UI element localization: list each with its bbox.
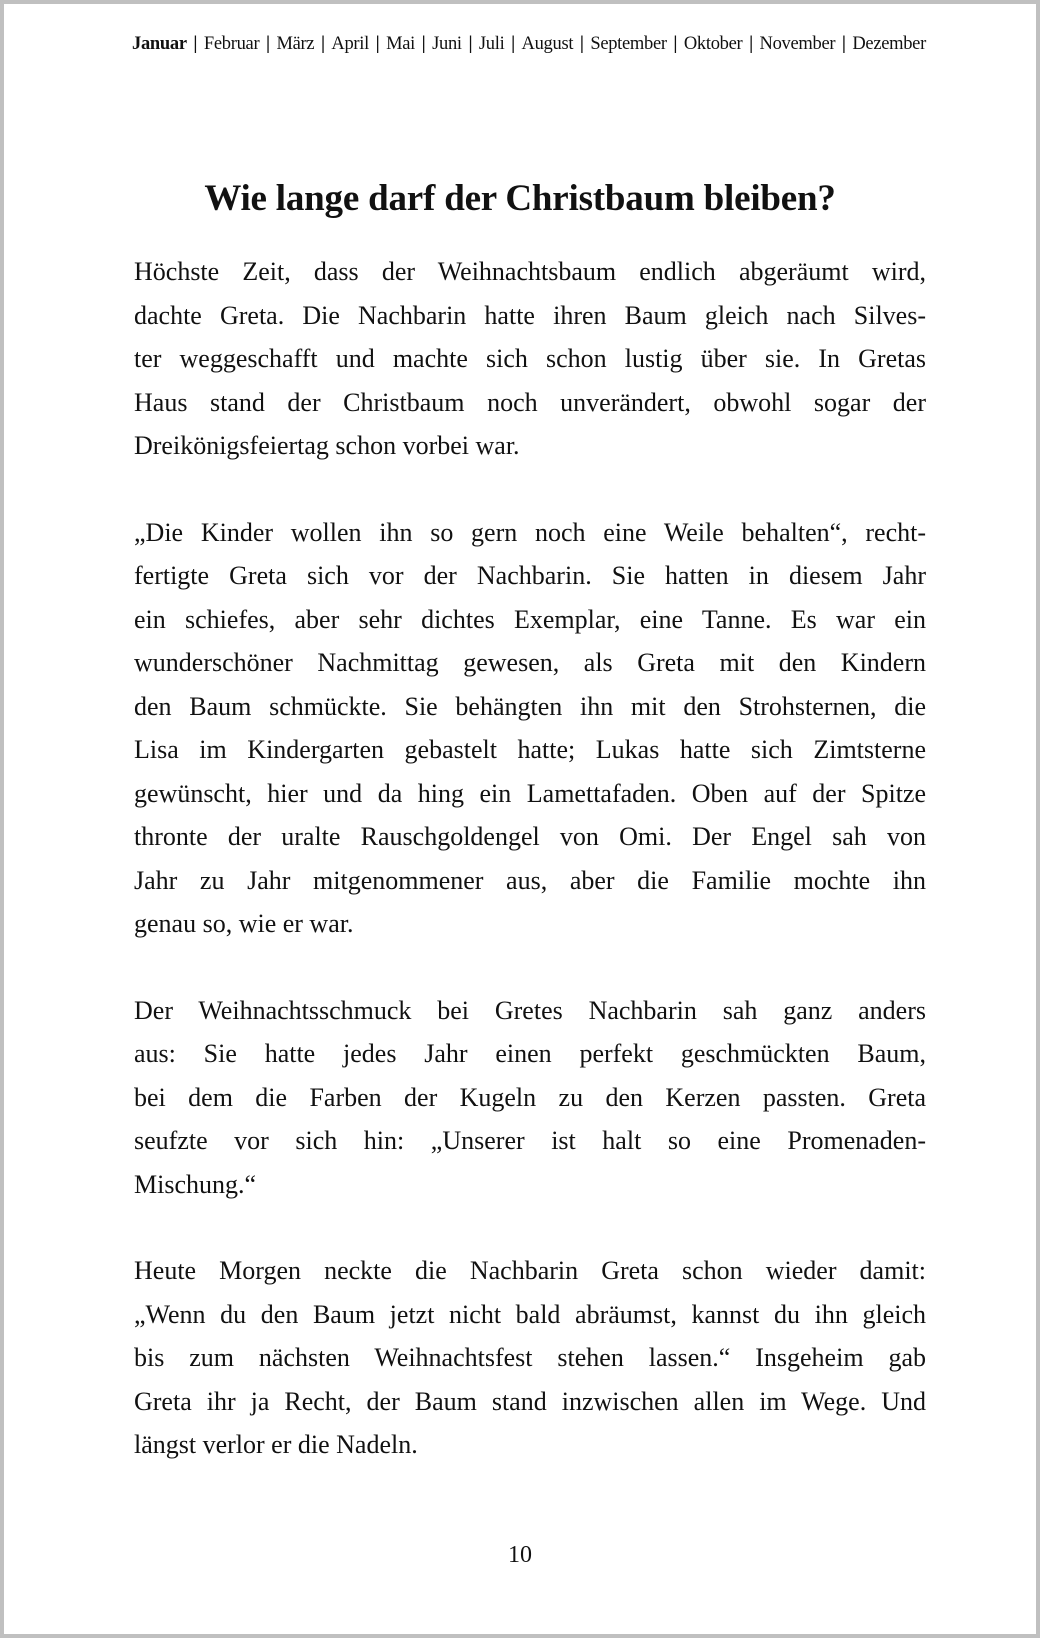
text-line: Mischung.“ bbox=[134, 1169, 257, 1199]
month-navigation bbox=[132, 34, 926, 55]
month-maerz[interactable]: März bbox=[276, 34, 315, 54]
month-oktober[interactable]: Oktober bbox=[683, 34, 743, 54]
text-line: Haus stand der Christbaum noch unverändert, obwohl sogar der bbox=[134, 387, 926, 417]
month-separator: | bbox=[841, 34, 846, 54]
month-separator: | bbox=[421, 34, 426, 54]
text-line: aus: Sie hatte jedes Jahr einen perfekt geschmückten Baum, bbox=[134, 1039, 926, 1068]
text-line: bei dem die Farben der Kugeln zu den Kerzen passten. Greta bbox=[134, 1082, 926, 1112]
paragraph bbox=[134, 250, 926, 468]
article-body bbox=[134, 250, 926, 1467]
paragraph bbox=[134, 1249, 926, 1467]
month-separator: | bbox=[579, 34, 584, 54]
month-separator: | bbox=[375, 34, 380, 54]
month-februar[interactable]: Februar bbox=[203, 34, 260, 54]
text-line: Höchste Zeit, dass der Weihnachtsbaum endlich abgeräumt wird, bbox=[134, 257, 926, 286]
month-september[interactable]: September bbox=[590, 34, 667, 54]
text-line: genau so, wie er war. bbox=[134, 909, 354, 938]
month-august[interactable]: August bbox=[521, 34, 574, 54]
month-separator: | bbox=[193, 34, 198, 54]
month-november[interactable]: November bbox=[759, 34, 836, 54]
month-separator: | bbox=[673, 34, 678, 54]
text-line: bis zum nächsten Weihnachtsfest stehen lassen.“ Insgeheim gab bbox=[134, 1343, 926, 1372]
text-line: dachte Greta. Die Nachbarin hatte ihren Baum gleich nach Silves- bbox=[134, 300, 926, 330]
text-line: Der Weihnachtsschmuck bei Gretes Nachbarin sah ganz anders bbox=[134, 995, 926, 1025]
text-line: gewünscht, hier und da hing ein Lamettafaden. Oben auf der Spitze bbox=[134, 778, 926, 808]
text-line: fertigte Greta sich vor der Nachbarin. Sie hatten in diesem Jahr bbox=[134, 561, 926, 590]
text-line: Heute Morgen neckte die Nachbarin Greta schon wieder damit: bbox=[134, 1256, 926, 1285]
book-page bbox=[4, 4, 1036, 1634]
text-line: „Wenn du den Baum jetzt nicht bald abräumst, kannst du ihn gleich bbox=[134, 1299, 926, 1329]
article-title: Wie lange darf der Christbaum bleiben? bbox=[204, 177, 836, 219]
text-line: ter weggeschafft und machte sich schon lustig über sie. In Gretas bbox=[134, 344, 926, 373]
month-separator: | bbox=[468, 34, 473, 54]
text-line: wunderschöner Nachmittag gewesen, als Greta mit den Kindern bbox=[134, 648, 926, 677]
paragraph-gap bbox=[134, 1206, 926, 1249]
month-separator: | bbox=[511, 34, 515, 54]
month-dezember[interactable]: Dezember bbox=[852, 34, 926, 54]
paragraph bbox=[134, 511, 926, 946]
text-line: „Die Kinder wollen ihn so gern noch eine Weile behalten“, recht- bbox=[134, 517, 926, 547]
month-januar[interactable]: Januar bbox=[132, 34, 187, 54]
paragraph-gap bbox=[134, 946, 926, 989]
page-number: 10 bbox=[508, 1542, 532, 1568]
paragraph bbox=[134, 989, 926, 1207]
text-line: längst verlor er die Nadeln. bbox=[134, 1430, 418, 1459]
month-mai[interactable]: Mai bbox=[386, 34, 415, 54]
month-separator: | bbox=[265, 34, 270, 54]
text-line: thronte der uralte Rauschgoldengel von Omi. Der Engel sah von bbox=[134, 822, 926, 851]
text-line: seufzte vor sich hin: „Unserer ist halt so eine Promenaden- bbox=[134, 1126, 926, 1155]
month-separator: | bbox=[320, 34, 325, 54]
month-april[interactable]: April bbox=[331, 34, 369, 54]
text-line: Dreikönigsfeiertag schon vorbei war. bbox=[134, 431, 520, 460]
month-juni[interactable]: Juni bbox=[432, 34, 462, 54]
text-line: Greta ihr ja Recht, der Baum stand inzwischen allen im Wege. Und bbox=[134, 1386, 926, 1416]
text-line: ein schiefes, aber sehr dichtes Exemplar, eine Tanne. Es war ein bbox=[134, 604, 926, 634]
paragraph-gap bbox=[134, 468, 926, 511]
text-line: Lisa im Kindergarten gebastelt hatte; Lukas hatte sich Zimtsterne bbox=[134, 735, 926, 764]
month-juli[interactable]: Juli bbox=[478, 34, 505, 54]
text-line: den Baum schmückte. Sie behängten ihn mit den Strohsternen, die bbox=[134, 691, 926, 721]
text-line: Jahr zu Jahr mitgenommener aus, aber die Familie mochte ihn bbox=[134, 865, 926, 895]
month-separator: | bbox=[749, 34, 753, 54]
